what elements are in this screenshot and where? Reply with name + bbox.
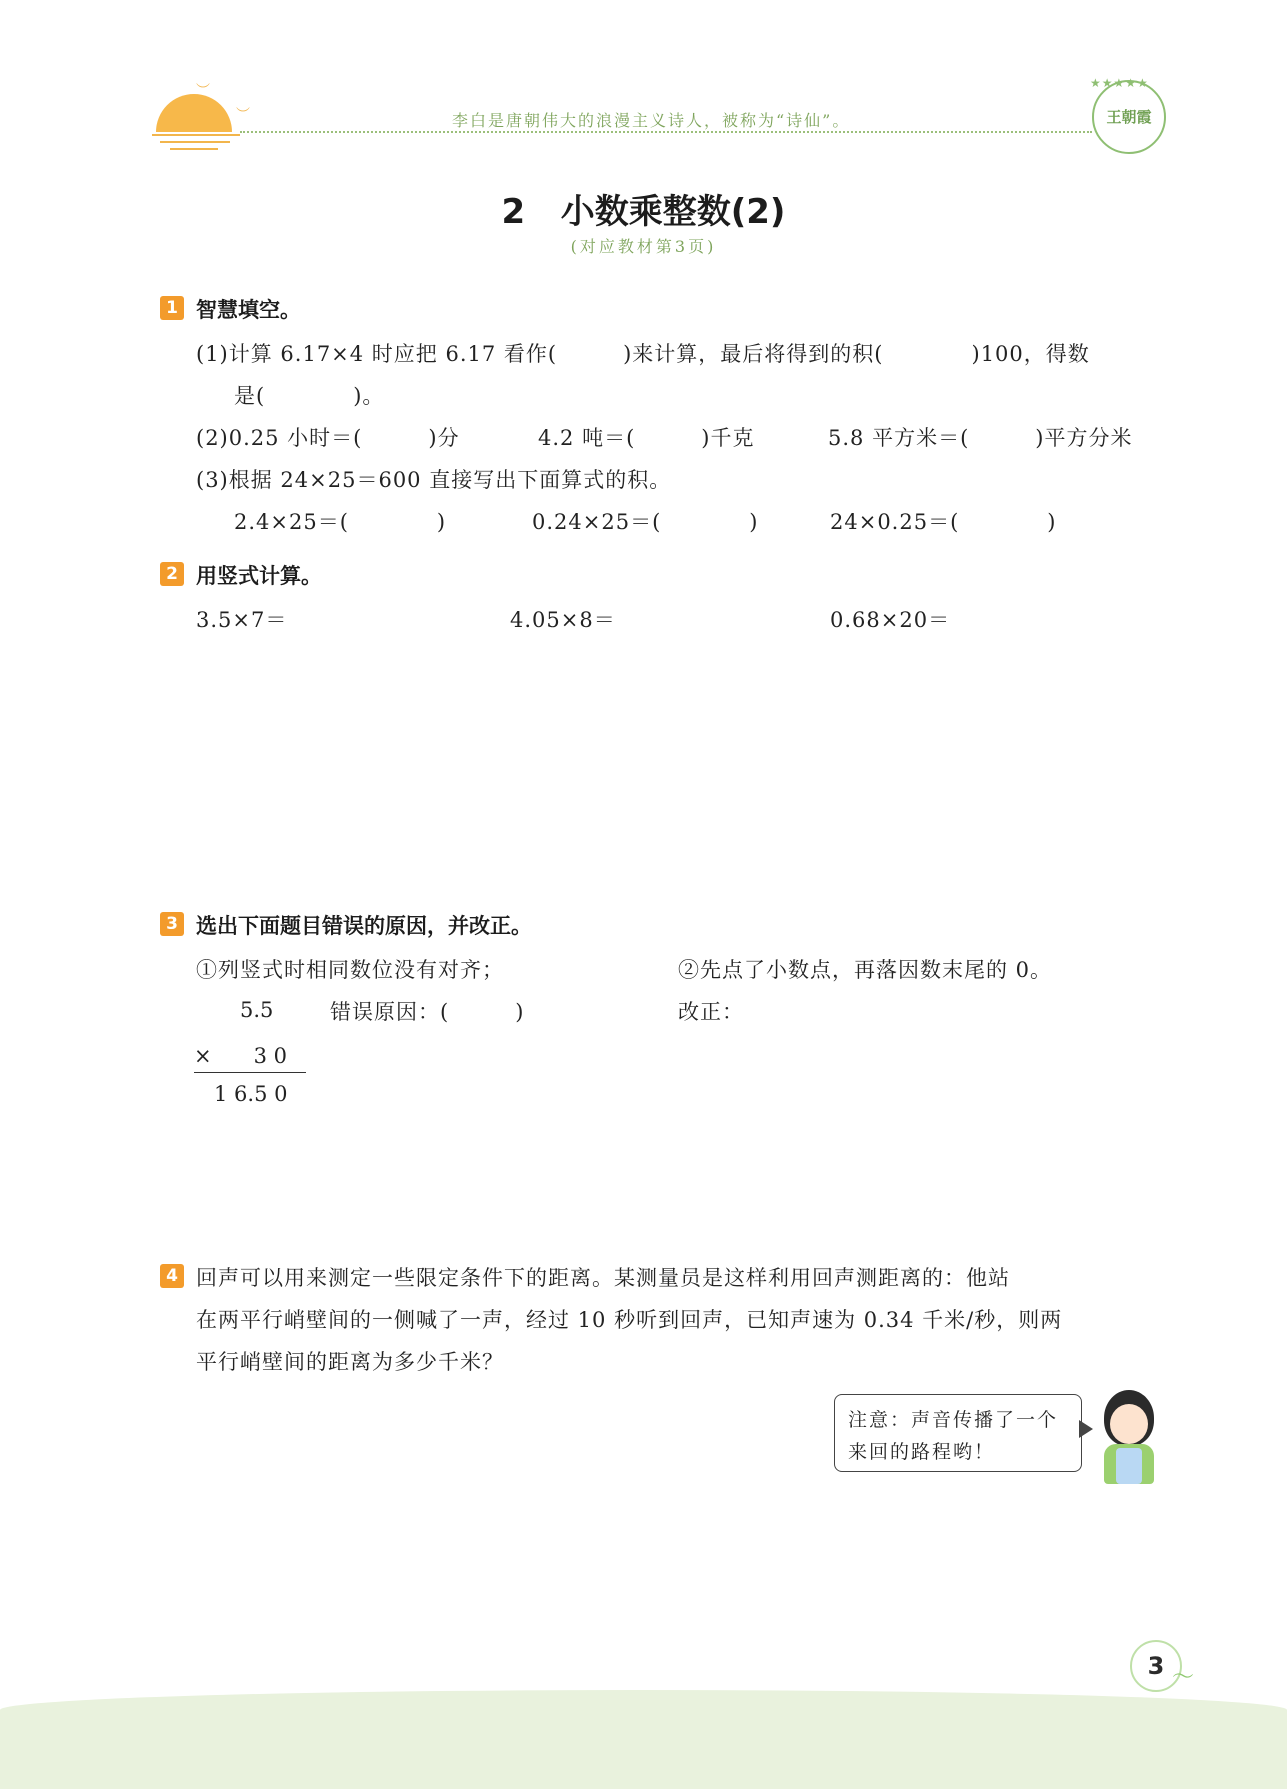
calculation-item: 0.68×20＝ <box>830 608 951 632</box>
page-number: 3 <box>1130 1640 1182 1692</box>
bird-icon: ︶ <box>196 83 210 99</box>
header-quote: 李白是唐朝伟大的浪漫主义诗人，被称为“诗仙”。 <box>452 111 851 130</box>
question-text: (2)0.25 小时＝( )分 <box>196 426 460 450</box>
section-heading: 用竖式计算。 <box>196 564 322 588</box>
question-text: 是( )。 <box>234 384 385 408</box>
question-text: 0.24×25＝( ) <box>532 510 759 534</box>
vertical-calc-rule <box>194 1072 306 1073</box>
correction-label: 改正： <box>678 1000 744 1024</box>
question-text: 在两平行峭壁间的一侧喊了一声，经过 10 秒听到回声，已知声速为 0.34 千米/秒，则两 <box>196 1308 1063 1332</box>
girl-face <box>1110 1404 1148 1444</box>
question-number-badge: 4 <box>160 1264 184 1288</box>
section-heading: 选出下面题目错误的原因，并改正。 <box>196 914 532 938</box>
question-text: 4.2 吨＝( )千克 <box>538 426 755 450</box>
section-heading: 智慧填空。 <box>196 298 301 322</box>
horizon-line <box>152 134 240 136</box>
dolphin-icon: 〜 <box>1172 1665 1195 1690</box>
question-text: 回声可以用来测定一些限定条件下的距离。某测量员是这样利用回声测距离的：他站 <box>196 1266 1010 1290</box>
tip-line: 来回的路程哟！ <box>848 1441 996 1463</box>
question-text: (1)计算 6.17×4 时应把 6.17 看作( )来计算，最后将得到的积( )100，得数 <box>196 342 1090 366</box>
question-text: 平行峭壁间的距离为多少千米？ <box>196 1350 504 1374</box>
page-subtitle: (对应教材第3页) <box>570 237 717 256</box>
horizon-line <box>170 148 218 150</box>
tip-line: 注意：声音传播了一个 <box>848 1409 1059 1431</box>
question-number-badge: 2 <box>160 562 184 586</box>
question-number-badge: 3 <box>160 912 184 936</box>
question-text: 2.4×25＝( ) <box>234 510 447 534</box>
option-text: ①列竖式时相同数位没有对齐； <box>196 958 504 982</box>
vertical-calc-result: 1 6.5 0 <box>214 1082 288 1106</box>
publisher-logo: 王朝霞 <box>1092 80 1166 154</box>
option-text: ②先点了小数点，再落因数末尾的 0。 <box>678 958 1053 982</box>
header-rule <box>240 131 1092 133</box>
calculation-item: 4.05×8＝ <box>510 608 616 632</box>
question-text: (3)根据 24×25＝600 直接写出下面算式的积。 <box>196 468 672 492</box>
bird-icon: ︶ <box>236 107 250 123</box>
girl-apron <box>1116 1448 1142 1484</box>
tip-text <box>848 1404 1058 1468</box>
question-text: 5.8 平方米＝( )平方分米 <box>828 426 1133 450</box>
footer-ground <box>0 1690 1287 1789</box>
horizon-line <box>160 141 230 143</box>
question-number-badge: 1 <box>160 296 184 320</box>
tip-bubble-tail <box>1079 1420 1093 1438</box>
logo-stars: ★★★★★ <box>1090 76 1149 90</box>
question-text: 24×0.25＝( ) <box>830 510 1057 534</box>
sunset-icon <box>156 94 232 132</box>
vertical-calc-top: 5.5 <box>240 998 274 1022</box>
page-title: 2 小数乘整数(2) <box>501 192 786 232</box>
error-reason: 错误原因：( ) <box>330 1000 525 1024</box>
vertical-calc-multiplier: × 3 0 <box>194 1044 287 1068</box>
calculation-item: 3.5×7＝ <box>196 608 288 632</box>
